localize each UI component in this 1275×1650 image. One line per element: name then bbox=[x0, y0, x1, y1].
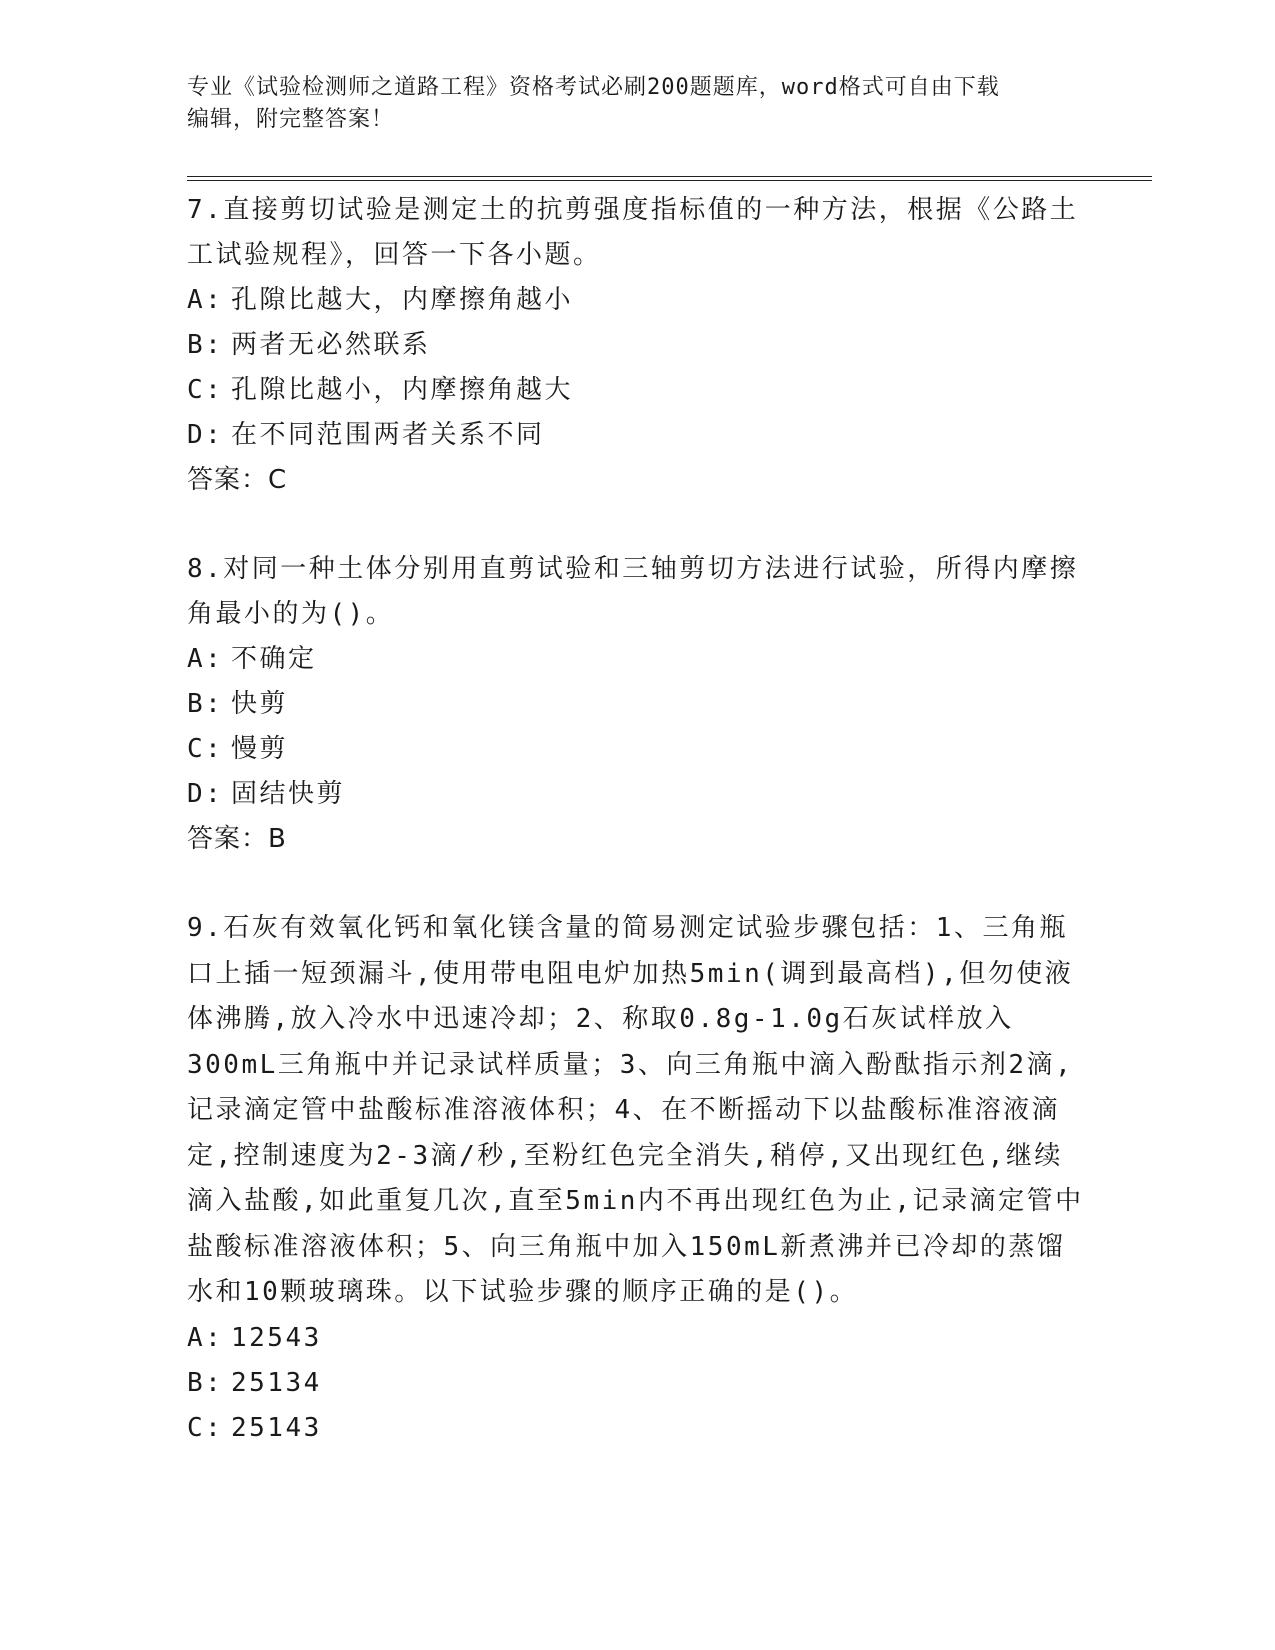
answer: 答案：C bbox=[187, 465, 288, 495]
question-list bbox=[187, 188, 1087, 1495]
option-key: D: bbox=[187, 420, 224, 450]
option-text: 孔隙比越大，内摩擦角越小 bbox=[231, 285, 574, 315]
option-text: 25143 bbox=[231, 1412, 322, 1443]
option-d bbox=[187, 413, 1087, 458]
option-text: 快剪 bbox=[231, 689, 289, 719]
option-b bbox=[187, 323, 1087, 368]
option-key: B: bbox=[187, 1367, 224, 1398]
question-9 bbox=[187, 906, 1087, 1451]
option-a bbox=[187, 1316, 1087, 1361]
option-a bbox=[187, 637, 1087, 682]
header-line-1: 专业《试验检测师之道路工程》资格考试必刷200题题库，word格式可自由下载 bbox=[187, 75, 1000, 100]
option-key: B: bbox=[187, 689, 224, 719]
option-b bbox=[187, 682, 1087, 727]
option-key: C: bbox=[187, 734, 224, 764]
option-text: 两者无必然联系 bbox=[231, 330, 431, 360]
option-text: 25134 bbox=[231, 1367, 322, 1398]
option-c bbox=[187, 727, 1087, 772]
option-text: 孔隙比越小，内摩擦角越大 bbox=[231, 375, 574, 405]
header-line-2: 编辑，附完整答案！ bbox=[187, 107, 395, 132]
option-text: 不确定 bbox=[231, 644, 317, 674]
option-text: 在不同范围两者关系不同 bbox=[231, 420, 545, 450]
option-key: C: bbox=[187, 1412, 224, 1443]
header-divider bbox=[187, 176, 1152, 181]
option-key: A: bbox=[187, 285, 224, 315]
option-key: B: bbox=[187, 330, 224, 360]
option-d bbox=[187, 772, 1087, 817]
option-c bbox=[187, 368, 1087, 413]
question-text: 9.石灰有效氧化钙和氧化镁含量的简易测定试验步骤包括：1、三角瓶口上插一短颈漏斗,使用带电阻电炉加热5min(调到最高档),但勿使液体沸腾,放入冷水中迅速冷却；2、称取0.8g-1.0g石灰试样放入300mL三角瓶中并记录试样质量；3、向三角瓶中滴入酚酞指示剂2滴,记录滴定管中盐酸标准溶液体积；4、在不断摇动下以盐酸标准溶液滴定,控制速度为2-3滴/秒,至粉红色完全消失,稍停,又出现红色,继续滴入盐酸,如此重复几次,直至5min内不再出现红色为止,记录滴定管中盐酸标准溶液体积；5、向三角瓶中加入150mL新煮沸并已冷却的蒸馏水和10颗玻璃珠。以下试验步骤的顺序正确的是()。 bbox=[187, 913, 1084, 1307]
document-header bbox=[187, 72, 1067, 136]
option-c bbox=[187, 1406, 1087, 1451]
option-key: A: bbox=[187, 644, 224, 674]
answer: 答案：B bbox=[187, 824, 287, 854]
option-key: A: bbox=[187, 1322, 224, 1353]
question-text: 7.直接剪切试验是测定土的抗剪强度指标值的一种方法，根据《公路土工试验规程》，回答一下各小题。 bbox=[187, 195, 1079, 270]
question-7 bbox=[187, 188, 1087, 503]
question-text: 8.对同一种土体分别用直剪试验和三轴剪切方法进行试验，所得内摩擦角最小的为()。 bbox=[187, 554, 1079, 629]
option-text: 固结快剪 bbox=[231, 779, 346, 809]
option-text: 12543 bbox=[231, 1322, 322, 1353]
option-key: D: bbox=[187, 779, 224, 809]
option-b bbox=[187, 1361, 1087, 1406]
option-text: 慢剪 bbox=[231, 734, 289, 764]
question-8 bbox=[187, 547, 1087, 862]
option-key: C: bbox=[187, 375, 224, 405]
option-a bbox=[187, 278, 1087, 323]
